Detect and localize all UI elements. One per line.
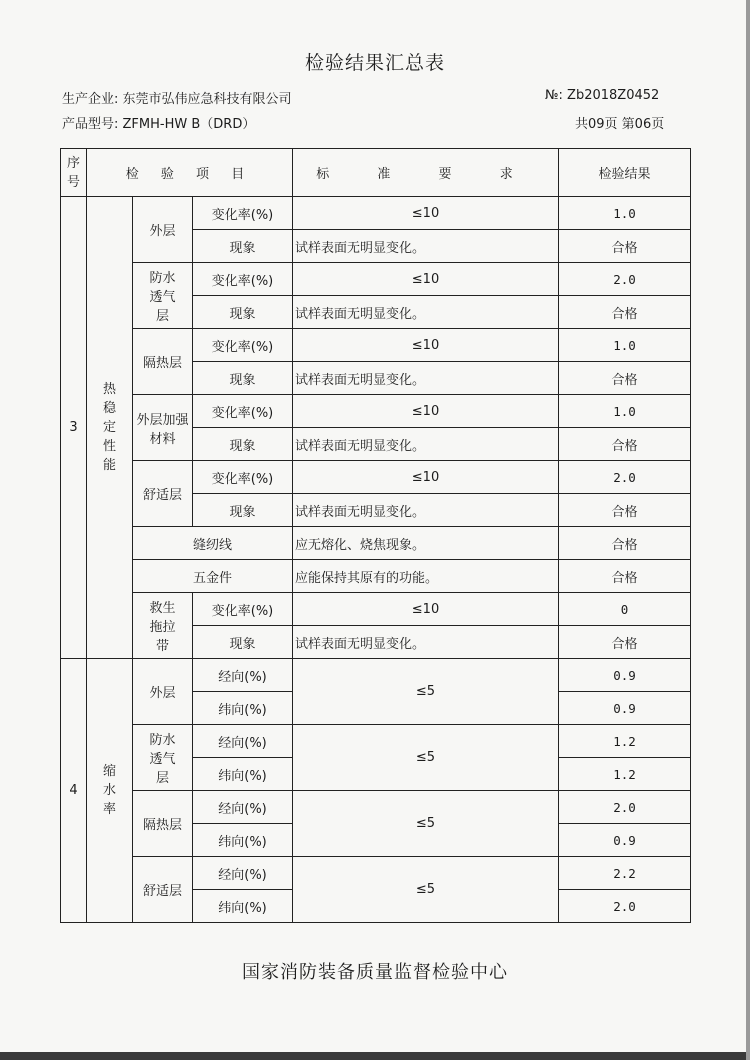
param-label: 变化率(%) [193, 461, 293, 494]
result-value: 2.0 [559, 263, 691, 296]
table-row [61, 593, 691, 626]
layer-name: 外层 [133, 197, 193, 263]
layer-name: 外层 [133, 659, 193, 725]
result-value: 合格 [559, 494, 691, 527]
document-title: 检验结果汇总表 [304, 52, 445, 74]
header-item: 检 验 项 目 [87, 149, 293, 197]
page-count: 共09页 第06页 [575, 117, 665, 132]
param-label: 变化率(%) [193, 593, 293, 626]
scan-edge-right [746, 0, 750, 1060]
result-value: 0.9 [559, 692, 691, 725]
result-value: 2.0 [559, 890, 691, 923]
standard-value: ≤5 [293, 659, 559, 725]
param-label: 纬向(%) [193, 890, 293, 923]
result-value: 合格 [559, 230, 691, 263]
table-row [61, 725, 691, 758]
group-name: 热稳定性能 [87, 197, 133, 659]
result-value: 合格 [559, 296, 691, 329]
table-row [61, 329, 691, 362]
standard-value: ≤10 [293, 197, 559, 230]
result-value: 0.9 [559, 824, 691, 857]
standard-value: ≤10 [293, 329, 559, 362]
param-label: 变化率(%) [193, 395, 293, 428]
param-label: 现象 [193, 494, 293, 527]
param-label: 变化率(%) [193, 263, 293, 296]
param-label: 现象 [193, 296, 293, 329]
table-row [61, 791, 691, 824]
param-label: 经向(%) [193, 857, 293, 890]
param-label: 现象 [193, 626, 293, 659]
standard-value: ≤5 [293, 791, 559, 857]
param-label: 纬向(%) [193, 758, 293, 791]
param-label: 变化率(%) [193, 197, 293, 230]
standard-value: 应能保持其原有的功能。 [293, 560, 559, 593]
result-value: 1.0 [559, 197, 691, 230]
model-line [62, 113, 255, 132]
company-line [62, 88, 292, 107]
result-value: 合格 [559, 527, 691, 560]
group-no: 4 [61, 659, 87, 923]
model-label: 产品型号: [62, 117, 119, 132]
layer-name: 五金件 [133, 560, 293, 593]
layer-name: 外层加强材料 [133, 395, 193, 461]
company-name: 东莞市弘伟应急科技有限公司 [122, 92, 292, 107]
standard-value: ≤10 [293, 461, 559, 494]
table-row [61, 197, 691, 230]
table-row [61, 263, 691, 296]
result-value: 合格 [559, 362, 691, 395]
standard-value: 试样表面无明显变化。 [293, 428, 559, 461]
company-label: 生产企业: [62, 92, 119, 107]
param-label: 纬向(%) [193, 692, 293, 725]
table-row [61, 857, 691, 890]
standard-value: ≤10 [293, 263, 559, 296]
param-label: 经向(%) [193, 725, 293, 758]
result-value: 2.2 [559, 857, 691, 890]
standard-value: 试样表面无明显变化。 [293, 362, 559, 395]
param-label: 现象 [193, 230, 293, 263]
standard-value: 试样表面无明显变化。 [293, 494, 559, 527]
param-label: 变化率(%) [193, 329, 293, 362]
report-number [545, 88, 659, 103]
layer-name: 救生拖拉带 [133, 593, 193, 659]
number-label: №: [545, 88, 563, 103]
group-no: 3 [61, 197, 87, 659]
standard-value: ≤10 [293, 593, 559, 626]
table-row [61, 560, 691, 593]
standard-value: ≤5 [293, 725, 559, 791]
issuer-footer: 国家消防装备质量监督检验中心 [242, 962, 508, 983]
result-value: 1.2 [559, 758, 691, 791]
result-value: 2.0 [559, 791, 691, 824]
header-result: 检验结果 [559, 149, 691, 197]
header-no: 序号 [61, 149, 87, 197]
table-row [61, 461, 691, 494]
result-value: 合格 [559, 428, 691, 461]
table-row [61, 395, 691, 428]
results-table [60, 148, 691, 923]
table-header-row [61, 149, 691, 197]
table-row [61, 659, 691, 692]
standard-value: 试样表面无明显变化。 [293, 296, 559, 329]
scan-edge-bottom [0, 1052, 750, 1060]
result-value: 合格 [559, 560, 691, 593]
param-label: 现象 [193, 428, 293, 461]
layer-name: 舒适层 [133, 461, 193, 527]
standard-value: 应无熔化、烧焦现象。 [293, 527, 559, 560]
layer-name: 防水透气层 [133, 725, 193, 791]
param-label: 现象 [193, 362, 293, 395]
header-standard: 标 准 要 求 [293, 149, 559, 197]
group-name: 缩水率 [87, 659, 133, 923]
layer-name: 隔热层 [133, 329, 193, 395]
layer-name: 隔热层 [133, 791, 193, 857]
layer-name: 防水透气层 [133, 263, 193, 329]
result-value: 2.0 [559, 461, 691, 494]
layer-name: 缝纫线 [133, 527, 293, 560]
standard-value: 试样表面无明显变化。 [293, 626, 559, 659]
result-value: 1.2 [559, 725, 691, 758]
standard-value: ≤10 [293, 395, 559, 428]
param-label: 纬向(%) [193, 824, 293, 857]
number-value: Zb2018Z0452 [567, 88, 660, 103]
result-value: 1.0 [559, 395, 691, 428]
standard-value: ≤5 [293, 857, 559, 923]
model-value: ZFMH-HW B（DRD） [122, 117, 256, 132]
result-value: 合格 [559, 626, 691, 659]
param-label: 经向(%) [193, 659, 293, 692]
standard-value: 试样表面无明显变化。 [293, 230, 559, 263]
result-value: 0 [559, 593, 691, 626]
result-value: 1.0 [559, 329, 691, 362]
result-value: 0.9 [559, 659, 691, 692]
layer-name: 舒适层 [133, 857, 193, 923]
table-row [61, 527, 691, 560]
param-label: 经向(%) [193, 791, 293, 824]
